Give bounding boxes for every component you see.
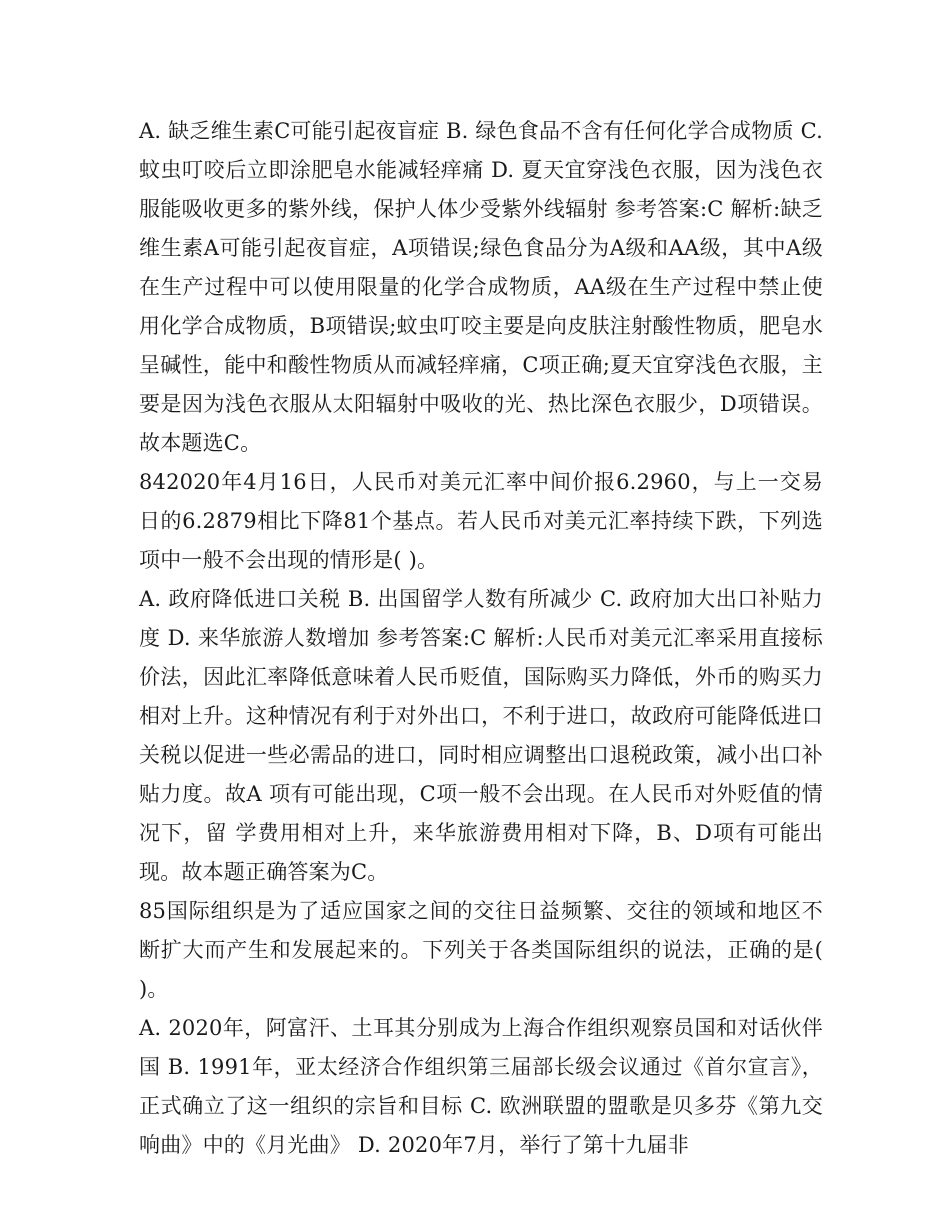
document-body: [139, 112, 823, 1165]
answer-paragraph-question-83: A. 缺乏维生素C可能引起夜盲症 B. 绿色食品不含有任何化学合成物质 C. 蚊虫叮咬后立即涂肥皂水能减轻痒痛 D. 夏天宜穿浅色衣服，因为浅色衣服能吸收更多的紫外线，保护人体少受紫外线辐射 参考答案:C 解析:缺乏维生素A可能引起夜盲症，A项错误;绿色食品分为A级和AA级，其中A级在生产过程中可以使用限量的化学合成物质，AA级在生产过程中禁止使用化学合成物质，B项错误;蚊虫叮咬主要是向皮肤注射酸性物质，肥皂水呈碱性，能中和酸性物质从而减轻痒痛，C项正确;夏天宜穿浅色衣服，主要是因为浅色衣服从太阳辐射中吸收的光、热比深色衣服少，D项错误。故本题选C。: [139, 119, 823, 455]
options-question-85: A. 2020年，阿富汗、土耳其分别成为上海合作组织观察员国和对话伙伴国 B. 1991年，亚太经济合作组织第三届部长级会议通过《首尔宣言》，正式确立了这一组织的宗旨和目标 C. 欧洲联盟的盟歌是贝多芬《第九交响曲》中的《月光曲》 D. 2020年7月，举行了第十九届非: [139, 1016, 823, 1157]
answer-paragraph-question-84: A. 政府降低进口关税 B. 出国留学人数有所减少 C. 政府加大出口补贴力度 D. 来华旅游人数增加 参考答案:C 解析:人民币对美元汇率采用直接标价法，因此汇率降低意味着人民币贬值，国际购买力降低，外币的购买力相对上升。这种情况有利于对外出口，不利于进口，故政府可能降低进口关税以促进一些必需品的进口，同时相应调整出口退税政策，减小出口补贴力度。故A 项有可能出现，C项一般不会出现。在人民币对外贬值的情况下，留 学费用相对上升，来华旅游费用相对下降，B、D项有可能出现。故本题正确答案为C。: [139, 587, 823, 884]
question-84-stem: 842020年4月16日，人民币对美元汇率中间价报6.2960，与上一交易日的6.2879相比下降81个基点。若人民币对美元汇率持续下跌，下列选项中一般不会出现的情形是( )。: [139, 470, 823, 572]
question-85-stem: 85国际组织是为了适应国家之间的交往日益频繁、交往的领域和地区不断扩大而产生和发展起来的。下列关于各类国际组织的说法，正确的是( )。: [139, 899, 823, 1001]
